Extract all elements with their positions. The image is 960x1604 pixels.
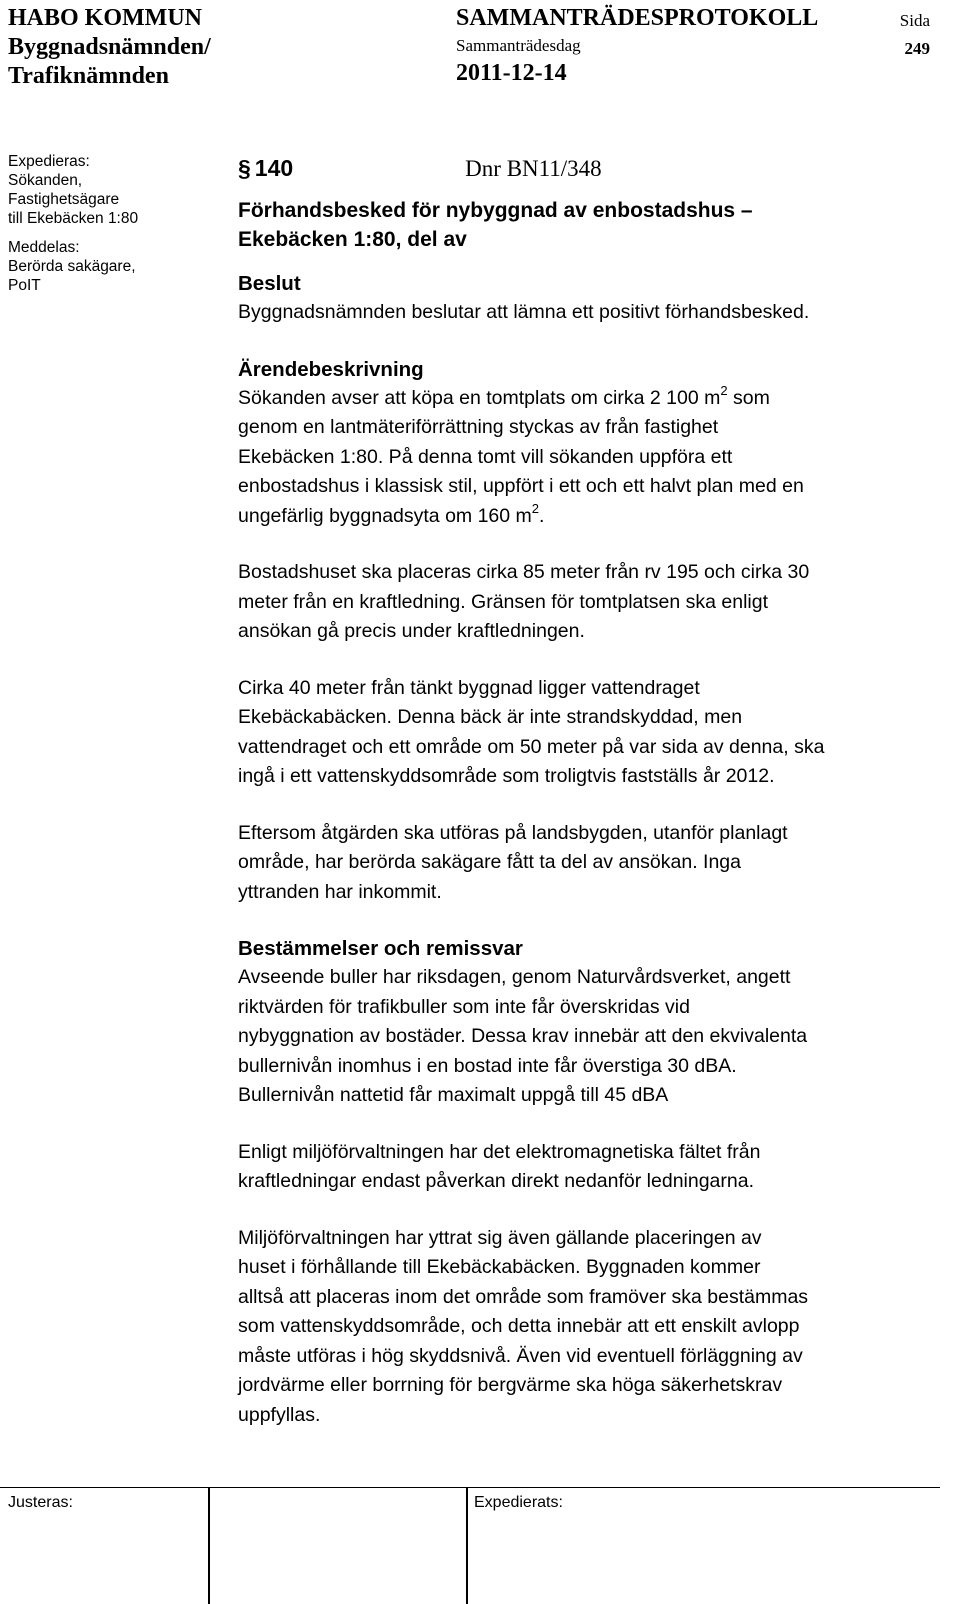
footer-divider [208, 1488, 210, 1604]
paragraph-header [238, 153, 938, 184]
regulations-p1 [238, 963, 938, 1111]
case-number: Dnr BN11/348 [465, 156, 602, 181]
text-line: Bullernivån nattetid får maximalt uppgå till 45 dBA [238, 1084, 669, 1106]
case-description-p4 [238, 819, 938, 908]
notify-group [8, 238, 208, 295]
case-description-heading: Ärendebeskrivning [238, 357, 424, 381]
sent-line: till Ekebäcken 1:80 [8, 210, 139, 227]
protocol-body [238, 153, 938, 1430]
text-line: bullernivån inomhus i en bostad inte får överstiga 30 dBA. [238, 1054, 737, 1077]
text-line: område, har berörda sakägare fått ta del av ansökan. Inga [238, 851, 741, 873]
signature-footer [0, 1487, 940, 1604]
text-line: Bostadshuset ska placeras cirka 85 meter från rv 195 och cirka 30 [238, 561, 810, 583]
case-description-p3 [238, 674, 938, 792]
text-line: yttranden har inkommit. [238, 880, 442, 903]
text-line: Eftersom åtgärden ska utföras på landsbygden, utanför planlagt [238, 821, 788, 844]
page-header [0, 0, 960, 90]
text-line: vattendraget och ett område om 50 meter på var sida av denna, ska [238, 735, 825, 758]
text-line: kraftledningar endast påverkan direkt nedanför ledningarna. [238, 1170, 755, 1192]
text-line: ungefärlig byggnadsyta om 160 $m^2$. [238, 501, 545, 527]
text-line: huset i förhållande till Ekebäckabäcken. Byggnaden kommer [238, 1256, 761, 1278]
text-line: Sökanden avser att köpa en tomtplats om cirka 2 100 $m^2$ som [238, 383, 770, 409]
text-line: Enligt miljöförvaltningen har det elektromagnetiska fältet från [238, 1140, 761, 1163]
text-line: genom en lantmäteriförrättning styckas av från fastighet [238, 416, 719, 438]
meeting-date: 2011-12-14 [456, 60, 567, 86]
case-description-p2 [238, 558, 938, 647]
text-line: Avseende buller har riksdagen, genom Naturvårdsverket, angett [238, 966, 791, 988]
text-line: nybyggnation av bostäder. Dessa krav innebär att den ekvivalenta [238, 1025, 808, 1047]
page-label: Sida [899, 11, 930, 30]
page-number-block [900, 4, 930, 60]
justeras-label: Justeras: [8, 1494, 73, 1511]
section-symbol: § [238, 155, 251, 181]
regulations-p2 [238, 1138, 938, 1197]
text-line: alltså att placeras inom det område som framöver ska bestämmas [238, 1285, 809, 1308]
paragraph-number: 140 [254, 155, 294, 181]
text-line: meter från en kraftledning. Gränsen för tomtplatsen ska enligt [238, 590, 769, 613]
organization-block [8, 4, 211, 91]
notify-label: Meddelas: [8, 239, 80, 256]
document-title: SAMMANTRÄDESPROTOKOLL [456, 5, 819, 31]
committee-name-2: Trafiknämnden [8, 63, 169, 89]
decision-text [238, 298, 938, 328]
text-line: Miljöförvaltningen har yttrat sig även gällande placeringen av [238, 1226, 762, 1249]
decision-line: Byggnadsnämnden beslutar att lämna ett positivt förhandsbesked. [238, 301, 810, 323]
notify-line: PoIT [8, 277, 41, 294]
text-line: Ekebäckabäcken. Denna bäck är inte strandskyddad, men [238, 706, 743, 728]
text-line: ansökan gå precis under kraftledningen. [238, 620, 585, 642]
text-line: måste utföras i hög skyddsnivå. Även vid eventuell förläggning av [238, 1344, 803, 1367]
text-line: som vattenskyddsområde, och detta innebär att ett enskilt avlopp [238, 1315, 800, 1337]
regulations-heading: Bestämmelser och remissvar [238, 937, 523, 960]
document-title-block [456, 4, 818, 88]
text-line: enbostadshus i klassisk stil, uppfört i ett och ett halvt plan med en [238, 475, 804, 497]
case-description-p1 [238, 384, 938, 532]
page-number: 249 [904, 39, 930, 58]
text-line: jordvärme eller borrning för bergvärme ska höga säkerhetskrav [238, 1374, 783, 1396]
case-title-line: Ekebäcken 1:80, del av [238, 228, 467, 251]
regulations-p3 [238, 1224, 938, 1431]
sent-label: Expedieras: [8, 153, 90, 170]
case-title-line: Förhandsbesked för nybyggnad av enbostadshus – [238, 199, 753, 222]
meeting-date-label: Sammanträdesdag [456, 36, 581, 55]
footer-divider [466, 1488, 468, 1604]
distribution-sidebar [8, 152, 208, 305]
org-name: HABO KOMMUN [8, 5, 202, 31]
expedierats-label: Expedierats: [474, 1494, 563, 1511]
sent-to-group [8, 152, 208, 228]
text-line: Ekebäcken 1:80. På denna tomt vill sökanden uppföra ett [238, 445, 733, 468]
case-title [238, 196, 938, 254]
sent-line: Sökanden, [8, 172, 83, 189]
text-line: uppfyllas. [238, 1403, 321, 1426]
sent-line: Fastighetsägare [8, 191, 120, 208]
decision-heading: Beslut [238, 272, 301, 295]
text-line: ingå i ett vattenskyddsområde som troligtvis fastställs år 2012. [238, 765, 775, 787]
committee-name: Byggnadsnämnden/ [8, 34, 211, 60]
text-line: Cirka 40 meter från tänkt byggnad ligger vattendraget [238, 676, 700, 699]
text-line: riktvärden för trafikbuller som inte får överskridas vid [238, 995, 690, 1018]
notify-line: Berörda sakägare, [8, 258, 136, 275]
